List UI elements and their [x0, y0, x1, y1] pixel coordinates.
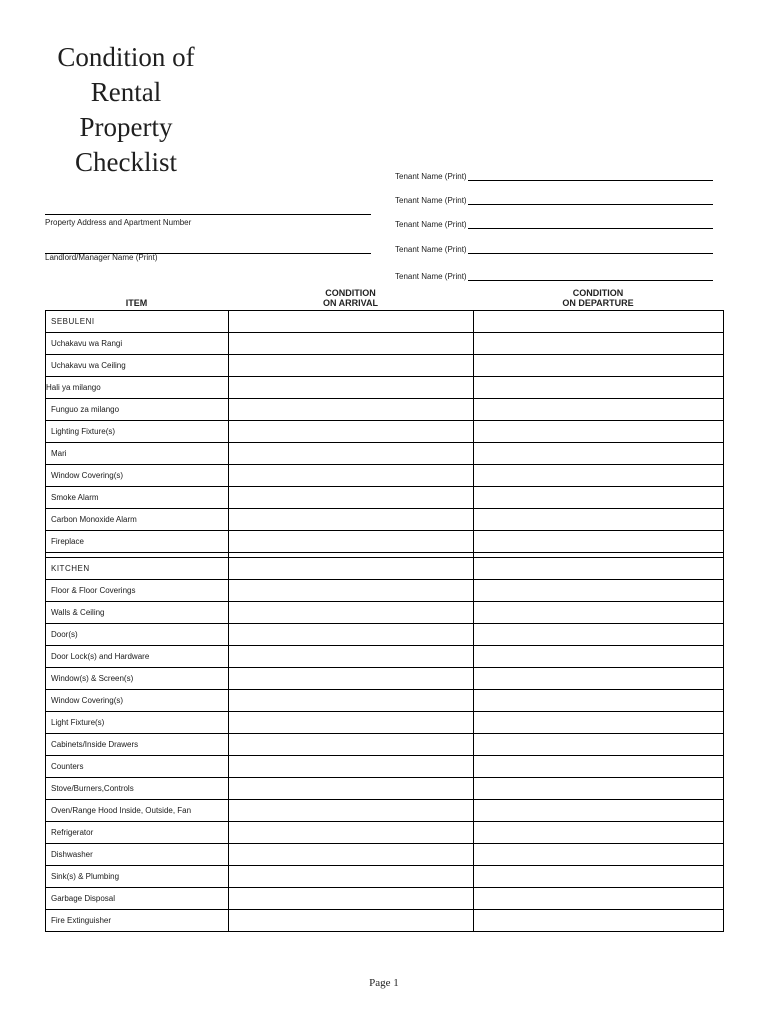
departure-condition-cell[interactable] — [474, 421, 724, 443]
table-row — [46, 531, 724, 553]
arrival-condition-cell[interactable] — [229, 399, 474, 421]
departure-condition-cell[interactable] — [474, 465, 724, 487]
arrival-condition-cell[interactable] — [229, 778, 474, 800]
table-row — [46, 399, 724, 421]
section-row — [46, 558, 724, 580]
table-row — [46, 509, 724, 531]
table-row — [46, 602, 724, 624]
item-cell: Fireplace — [46, 531, 229, 553]
departure-condition-cell[interactable] — [474, 800, 724, 822]
tenant-name-field-4[interactable] — [395, 242, 713, 254]
item-cell: Counters — [46, 756, 229, 778]
table-row — [46, 888, 724, 910]
section-row — [46, 311, 724, 333]
arrival-condition-cell[interactable] — [229, 311, 474, 333]
arrival-condition-cell[interactable] — [229, 690, 474, 712]
title-line: Property — [79, 112, 173, 142]
arrival-condition-cell[interactable] — [229, 377, 474, 399]
item-cell: Mari — [46, 443, 229, 465]
item-cell: Carbon Monoxide Alarm — [46, 509, 229, 531]
arrival-condition-cell[interactable] — [229, 487, 474, 509]
table-row — [46, 421, 724, 443]
departure-condition-cell[interactable] — [474, 646, 724, 668]
departure-condition-cell[interactable] — [474, 690, 724, 712]
departure-condition-cell[interactable] — [474, 844, 724, 866]
table-row — [46, 465, 724, 487]
item-cell: Floor & Floor Coverings — [46, 580, 229, 602]
title-line: Checklist — [75, 147, 177, 177]
departure-condition-cell[interactable] — [474, 509, 724, 531]
item-cell: Uchakavu wa Rangi — [46, 333, 229, 355]
header-line: ON DEPARTURE — [562, 298, 634, 308]
arrival-condition-cell[interactable] — [229, 646, 474, 668]
column-header-arrival — [228, 288, 473, 308]
arrival-condition-cell[interactable] — [229, 624, 474, 646]
departure-condition-cell[interactable] — [474, 399, 724, 421]
item-cell: SEBULENI — [46, 311, 229, 333]
item-cell: Stove/Burners,Controls — [46, 778, 229, 800]
tenant-name-label: Tenant Name (Print) — [395, 220, 467, 229]
tenant-name-label: Tenant Name (Print) — [395, 172, 467, 181]
tenant-name-label: Tenant Name (Print) — [395, 272, 467, 281]
tenant-name-label: Tenant Name (Print) — [395, 245, 467, 254]
departure-condition-cell[interactable] — [474, 580, 724, 602]
table-row — [46, 443, 724, 465]
departure-condition-cell[interactable] — [474, 734, 724, 756]
column-header-item: ITEM — [125, 298, 148, 308]
item-cell: Dishwasher — [46, 844, 229, 866]
arrival-condition-cell[interactable] — [229, 822, 474, 844]
arrival-condition-cell[interactable] — [229, 443, 474, 465]
item-cell: Oven/Range Hood Inside, Outside, Fan — [46, 800, 229, 822]
arrival-condition-cell[interactable] — [229, 866, 474, 888]
item-cell: Smoke Alarm — [46, 487, 229, 509]
table-row — [46, 333, 724, 355]
arrival-condition-cell[interactable] — [229, 602, 474, 624]
departure-condition-cell[interactable] — [474, 531, 724, 553]
item-cell: Walls & Ceiling — [46, 602, 229, 624]
item-cell: Sink(s) & Plumbing — [46, 866, 229, 888]
departure-condition-cell[interactable] — [474, 624, 724, 646]
item-cell: Window Covering(s) — [46, 690, 229, 712]
tenant-name-line[interactable] — [468, 228, 713, 229]
table-row — [46, 487, 724, 509]
title-line: Rental — [90, 77, 162, 107]
table-row — [46, 580, 724, 602]
departure-condition-cell[interactable] — [474, 602, 724, 624]
title-line: Condition of — [57, 42, 195, 72]
tenant-name-line[interactable] — [468, 204, 713, 205]
table-row — [46, 734, 724, 756]
departure-condition-cell[interactable] — [474, 668, 724, 690]
item-cell: Fire Extinguisher — [46, 910, 229, 932]
arrival-condition-cell[interactable] — [229, 800, 474, 822]
tenant-name-line[interactable] — [468, 280, 713, 281]
arrival-condition-cell[interactable] — [229, 531, 474, 553]
item-cell: Window(s) & Screen(s) — [46, 668, 229, 690]
column-header-departure — [473, 288, 723, 308]
tenant-name-field-1[interactable] — [395, 169, 713, 181]
tenant-name-label: Tenant Name (Print) — [395, 196, 467, 205]
table-row — [46, 866, 724, 888]
item-cell: Cabinets/Inside Drawers — [46, 734, 229, 756]
table-row — [46, 668, 724, 690]
item-cell: Lighting Fixture(s) — [46, 421, 229, 443]
departure-condition-cell[interactable] — [474, 888, 724, 910]
page-title — [40, 40, 212, 180]
item-cell: Door(s) — [46, 624, 229, 646]
departure-condition-cell[interactable] — [474, 558, 724, 580]
checklist-table — [45, 310, 724, 932]
landlord-name-label: Landlord/Manager Name (Print) — [45, 253, 158, 262]
arrival-condition-cell[interactable] — [229, 734, 474, 756]
table-row — [46, 624, 724, 646]
item-cell: Hali ya milango — [46, 377, 229, 399]
tenant-name-field-2[interactable] — [395, 193, 713, 205]
arrival-condition-cell[interactable] — [229, 333, 474, 355]
table-row — [46, 822, 724, 844]
item-cell: Funguo za milango — [46, 399, 229, 421]
item-cell: Refrigerator — [46, 822, 229, 844]
tenant-name-line[interactable] — [468, 180, 713, 181]
header-line: CONDITION — [572, 288, 624, 298]
arrival-condition-cell[interactable] — [229, 668, 474, 690]
arrival-condition-cell[interactable] — [229, 580, 474, 602]
header-line: CONDITION — [325, 288, 376, 298]
departure-condition-cell[interactable] — [474, 822, 724, 844]
item-cell: Light Fixture(s) — [46, 712, 229, 734]
departure-condition-cell[interactable] — [474, 866, 724, 888]
table-row — [46, 844, 724, 866]
departure-condition-cell[interactable] — [474, 910, 724, 932]
property-address-label: Property Address and Apartment Number — [45, 218, 192, 227]
departure-condition-cell[interactable] — [474, 443, 724, 465]
table-row — [46, 756, 724, 778]
departure-condition-cell[interactable] — [474, 333, 724, 355]
page-number: Page 1 — [369, 977, 399, 989]
property-address-line[interactable] — [45, 214, 371, 215]
arrival-condition-cell[interactable] — [229, 558, 474, 580]
departure-condition-cell[interactable] — [474, 355, 724, 377]
item-cell: Window Covering(s) — [46, 465, 229, 487]
table-row — [46, 910, 724, 932]
departure-condition-cell[interactable] — [474, 377, 724, 399]
item-cell: KITCHEN — [46, 558, 229, 580]
table-row — [46, 690, 724, 712]
tenant-name-field-5[interactable] — [395, 269, 713, 281]
tenant-name-field-3[interactable] — [395, 217, 713, 229]
departure-condition-cell[interactable] — [474, 756, 724, 778]
table-row — [46, 778, 724, 800]
arrival-condition-cell[interactable] — [229, 712, 474, 734]
arrival-condition-cell[interactable] — [229, 465, 474, 487]
table-row — [46, 377, 724, 399]
arrival-condition-cell[interactable] — [229, 844, 474, 866]
arrival-condition-cell[interactable] — [229, 355, 474, 377]
header-line: ON ARRIVAL — [323, 298, 378, 308]
item-cell: Door Lock(s) and Hardware — [46, 646, 229, 668]
arrival-condition-cell[interactable] — [229, 509, 474, 531]
arrival-condition-cell[interactable] — [229, 910, 474, 932]
departure-condition-cell[interactable] — [474, 487, 724, 509]
tenant-name-line[interactable] — [468, 253, 713, 254]
table-row — [46, 800, 724, 822]
arrival-condition-cell[interactable] — [229, 756, 474, 778]
table-row — [46, 712, 724, 734]
departure-condition-cell[interactable] — [474, 311, 724, 333]
item-cell: Garbage Disposal — [46, 888, 229, 910]
arrival-condition-cell[interactable] — [229, 888, 474, 910]
table-row — [46, 646, 724, 668]
arrival-condition-cell[interactable] — [229, 421, 474, 443]
table-row — [46, 355, 724, 377]
item-cell: Uchakavu wa Ceiling — [46, 355, 229, 377]
departure-condition-cell[interactable] — [474, 778, 724, 800]
departure-condition-cell[interactable] — [474, 712, 724, 734]
